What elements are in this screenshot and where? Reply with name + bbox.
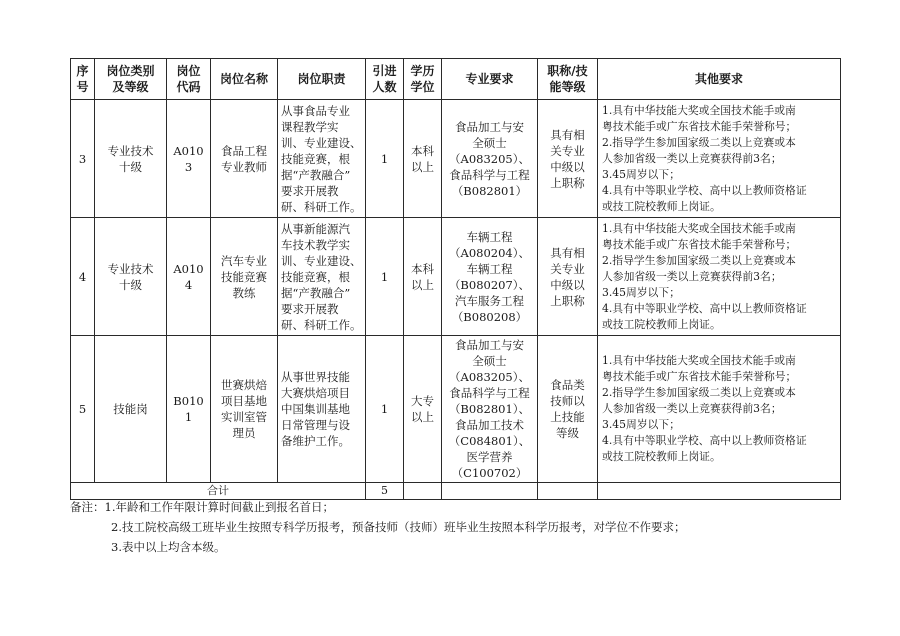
header-name: 岗位名称 <box>211 59 278 100</box>
cell-name <box>211 100 278 218</box>
cell-line: 1.具有中华技能大奖或全国技术能手或南 <box>602 103 796 117</box>
cell-line: 以上 <box>411 277 434 292</box>
cell-code <box>167 100 211 218</box>
cell-line: 具有相 <box>550 127 585 142</box>
cell-category <box>95 218 167 336</box>
cell-line: 3.45周岁以下； <box>602 167 681 181</box>
cell-category <box>95 100 167 218</box>
cell-line: 汽车专业 <box>221 253 267 268</box>
table-row <box>71 100 841 218</box>
cell-other <box>598 218 841 336</box>
cell-seq: 4 <box>71 218 95 336</box>
cell-duty <box>278 218 366 336</box>
cell-line: 食品科学与工程 <box>449 167 530 182</box>
cell-line: 粤技术能手或广东省技术能手荣誉称号； <box>602 370 797 383</box>
header-other: 其他要求 <box>598 59 841 100</box>
cell-line: 上职称 <box>550 175 585 190</box>
cell-line: 食品科学与工程 <box>449 386 530 400</box>
cell-line: 车辆工程 <box>466 261 513 276</box>
cell-line: 岗位 <box>176 64 201 78</box>
cell-line: 项目基地 <box>221 394 267 408</box>
cell-line: 3.45周岁以下； <box>602 285 681 299</box>
cell-line: （A083205）、 <box>449 151 530 166</box>
cell-line: 据“产教融合” <box>281 167 351 182</box>
header-education <box>404 59 442 100</box>
cell-line: 研、科研工作。 <box>281 317 362 332</box>
cell-line: 具有相 <box>550 245 585 260</box>
cell-line: 要求开展教 <box>281 183 339 198</box>
cell-line: 教练 <box>232 285 256 300</box>
header-major: 专业要求 <box>442 59 538 100</box>
header-title <box>538 59 598 100</box>
cell-line: 4 <box>184 277 193 292</box>
cell-line: 汽车服务工程 <box>455 293 524 308</box>
cell-line: 备维护工作。 <box>281 434 350 448</box>
cell-major <box>442 100 538 218</box>
cell-line: 粤技术能手或广东省技术能手荣誉称号； <box>602 237 797 251</box>
cell-line: 或技工院校教师上岗证。 <box>602 450 721 463</box>
cell-line: 大专 <box>411 394 434 408</box>
cell-line: 等级 <box>556 426 579 440</box>
cell-line: 学位 <box>410 80 435 94</box>
cell-line: 技能竞赛，根 <box>281 269 350 284</box>
note-line: 3.表中以上均含本级。 <box>111 540 226 554</box>
cell-line: A010 <box>173 143 204 158</box>
cell-line: 技能岗 <box>113 402 148 416</box>
cell-line: 从事食品专业 <box>281 103 350 118</box>
cell-line: 车技术教学实 <box>281 237 350 252</box>
cell-line: 学历 <box>410 64 435 78</box>
cell-line: （B082801）、 <box>448 402 531 416</box>
cell-education <box>404 218 442 336</box>
cell-education <box>404 336 442 483</box>
cell-line: 训、专业建设、 <box>281 253 362 268</box>
cell-seq: 5 <box>71 336 95 483</box>
cell-line: 以上 <box>411 159 434 174</box>
note-line: 2.技工院校高级工班毕业生按照专科学历报考，预备技师（技师）班毕业生按照本科学历报考，对学位不作要求； <box>111 520 686 534</box>
cell-line: 1.具有中华技能大奖或全国技术能手或南 <box>602 354 796 367</box>
cell-line: 研、科研工作。 <box>281 199 362 214</box>
cell-line: 十级 <box>119 277 142 292</box>
cell-line: 全硕士 <box>472 135 507 150</box>
cell-line: 上职称 <box>550 293 585 308</box>
table-row <box>71 336 841 483</box>
cell-line: 理员 <box>232 426 256 440</box>
cell-line: 序 <box>76 64 89 78</box>
cell-line: （B082801） <box>451 183 528 198</box>
cell-line: 食品加工与安 <box>455 338 524 352</box>
cell-line: 3.45周岁以下； <box>602 418 681 431</box>
cell-line: 十级 <box>119 159 142 174</box>
cell-title <box>538 100 598 218</box>
cell-line: 食品加工与安 <box>455 119 524 134</box>
cell-line: 全硕士 <box>472 354 507 368</box>
header-count <box>366 59 404 100</box>
cell-line: 车辆工程 <box>466 229 513 244</box>
cell-line: 或技工院校教师上岗证。 <box>602 199 721 213</box>
cell-line: 大赛烘焙项目 <box>281 386 350 400</box>
cell-count: 1 <box>366 218 404 336</box>
cell-line: 上技能 <box>550 410 585 424</box>
cell-line: 专业技术 <box>107 261 154 276</box>
cell-line: （C100702） <box>451 466 528 480</box>
cell-line: 引进 <box>372 64 397 78</box>
cell-count: 1 <box>366 100 404 218</box>
header-category <box>95 59 167 100</box>
cell-other <box>598 100 841 218</box>
cell-line: 3 <box>184 159 193 174</box>
cell-line: （A080204）、 <box>449 245 530 260</box>
cell-duty <box>278 336 366 483</box>
cell-line: 2.指导学生参加国家级二类以上竞赛或本 <box>602 135 796 149</box>
notes-block <box>70 497 850 557</box>
cell-line: 代码 <box>176 80 201 94</box>
cell-line: 世赛烘焙 <box>221 378 267 392</box>
cell-line: 食品工程 <box>221 143 267 158</box>
cell-other <box>598 336 841 483</box>
cell-line: 技能竞赛，根 <box>281 151 350 166</box>
cell-line: 岗位类别 <box>106 64 155 78</box>
cell-duty <box>278 100 366 218</box>
cell-line: 或技工院校教师上岗证。 <box>602 317 721 331</box>
recruitment-table-sheet <box>70 58 840 500</box>
cell-line: 专业技术 <box>107 143 154 158</box>
header-code <box>167 59 211 100</box>
cell-line: 人数 <box>372 80 397 94</box>
total-label: 合计 <box>71 483 366 500</box>
cell-line: 技能竞赛 <box>221 269 267 284</box>
cell-line: 4.具有中等职业学校、高中以上教师资格证 <box>602 183 807 197</box>
cell-major <box>442 218 538 336</box>
cell-line: 本科 <box>411 261 434 276</box>
cell-line: 人参加省级一类以上竞赛获得前3名； <box>602 269 782 283</box>
cell-title <box>538 336 598 483</box>
cell-line: 专业教师 <box>221 159 267 174</box>
cell-line: A010 <box>173 261 204 276</box>
cell-line: 2.指导学生参加国家级二类以上竞赛或本 <box>602 253 796 267</box>
total-count: 5 <box>366 483 404 500</box>
table-row <box>71 218 841 336</box>
header-seq <box>71 59 95 100</box>
cell-line: 关专业 <box>550 261 585 276</box>
header-row <box>71 59 841 100</box>
cell-line: 技师以 <box>550 394 585 408</box>
cell-category <box>95 336 167 483</box>
cell-line: 号 <box>76 80 89 94</box>
cell-line: （A083205）、 <box>449 370 530 384</box>
cell-line: 粤技术能手或广东省技术能手荣誉称号； <box>602 119 797 133</box>
note-line: 备注：1.年龄和工作年限计算时间截止到报名首日； <box>70 500 334 514</box>
cell-line: （B080208） <box>451 309 528 324</box>
cell-count: 1 <box>366 336 404 483</box>
cell-title <box>538 218 598 336</box>
cell-line: （B080207）、 <box>448 277 531 292</box>
cell-education <box>404 100 442 218</box>
cell-name <box>211 336 278 483</box>
cell-line: 1 <box>184 410 193 424</box>
cell-line: 4.具有中等职业学校、高中以上教师资格证 <box>602 434 807 447</box>
cell-line: 关专业 <box>550 143 585 158</box>
cell-line: 从事世界技能 <box>281 370 350 384</box>
cell-line: 日常管理与设 <box>281 418 350 432</box>
cell-line: 从事新能源汽 <box>281 221 350 236</box>
header-duty: 岗位职责 <box>278 59 366 100</box>
cell-line: 训、专业建设、 <box>281 135 362 150</box>
cell-line: B010 <box>173 394 204 408</box>
cell-code <box>167 336 211 483</box>
cell-name <box>211 218 278 336</box>
cell-line: 本科 <box>411 143 434 158</box>
cell-line: 实训室管 <box>221 410 267 424</box>
cell-line: 及等级 <box>112 80 149 94</box>
cell-major <box>442 336 538 483</box>
cell-line: 人参加省级一类以上竞赛获得前3名； <box>602 151 782 165</box>
cell-line: 中级以 <box>550 159 585 174</box>
cell-line: （C084801）、 <box>448 434 531 448</box>
cell-line: 2.指导学生参加国家级二类以上竞赛或本 <box>602 386 796 399</box>
cell-line: 食品加工技术 <box>455 418 524 432</box>
cell-line: 1.具有中华技能大奖或全国技术能手或南 <box>602 221 796 235</box>
cell-line: 课程教学实 <box>281 119 339 134</box>
cell-line: 中级以 <box>550 277 585 292</box>
cell-line: 以上 <box>411 410 434 424</box>
cell-line: 要求开展教 <box>281 301 339 316</box>
cell-line: 职称/技 <box>547 64 588 78</box>
cell-line: 人参加省级一类以上竞赛获得前3名； <box>602 402 782 415</box>
cell-line: 4.具有中等职业学校、高中以上教师资格证 <box>602 301 807 315</box>
recruitment-table <box>70 58 841 500</box>
cell-line: 能等级 <box>549 80 586 94</box>
cell-line: 医学营养 <box>466 450 513 464</box>
cell-seq: 3 <box>71 100 95 218</box>
cell-line: 据“产教融合” <box>281 285 351 300</box>
cell-line: 中国集训基地 <box>281 402 350 416</box>
cell-line: 食品类 <box>550 378 585 392</box>
cell-code <box>167 218 211 336</box>
